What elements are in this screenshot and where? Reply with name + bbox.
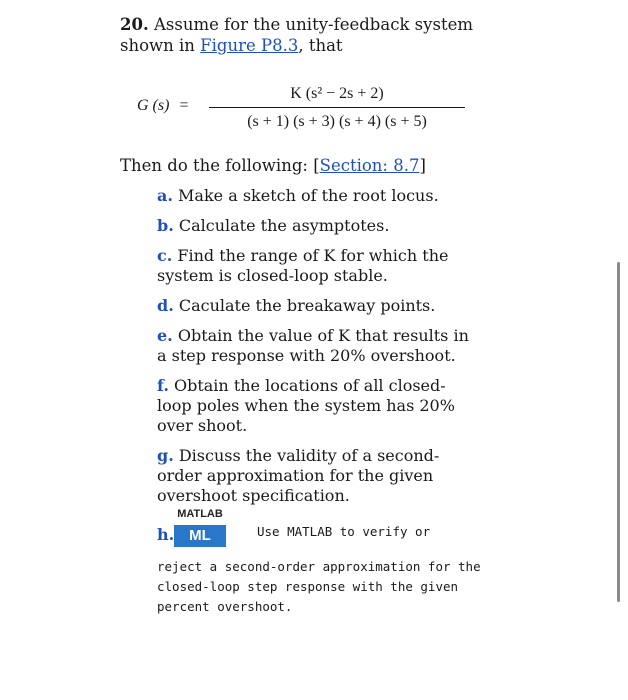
problem-intro-tail: , that xyxy=(298,36,343,55)
list-item xyxy=(157,216,477,236)
list-item xyxy=(157,186,477,206)
list-item xyxy=(157,446,477,506)
fraction-bar xyxy=(209,107,465,108)
matlab-item-text: reject a second-order approximation for the closed-loop step response with the given percent overshoot. xyxy=(157,559,481,614)
equation-lhs-label: G (s) xyxy=(137,97,170,114)
item-text: Caculate the breakaway points. xyxy=(173,296,436,315)
item-label: d. xyxy=(157,296,174,315)
item-label: g. xyxy=(157,446,174,465)
item-label: h. xyxy=(157,525,175,544)
transfer-function-equation xyxy=(137,82,467,138)
problem-intro-text: Assume for the unity-feedback system shown in xyxy=(120,15,473,55)
list-item xyxy=(157,296,477,316)
item-text: Calculate the asymptotes. xyxy=(173,216,390,235)
instructions-line xyxy=(120,156,426,175)
item-label: b. xyxy=(157,216,174,235)
problem-intro xyxy=(120,14,480,56)
equation-numerator: K (s² − 2s + 2) xyxy=(290,85,384,102)
item-text: Obtain the value of K that results in a step response with 20% overshoot. xyxy=(157,326,469,365)
item-label: f. xyxy=(157,376,169,395)
equals-sign: = xyxy=(179,97,189,114)
ml-badge-icon: ML xyxy=(174,525,226,547)
list-item xyxy=(157,376,477,436)
item-label: e. xyxy=(157,326,173,345)
vertical-scrollbar[interactable] xyxy=(617,262,620,602)
item-text: Find the range of K for which the system is closed-loop stable. xyxy=(157,246,449,285)
matlab-badge-title: MATLAB xyxy=(177,508,223,520)
problem-number: 20. xyxy=(120,15,149,34)
list-item xyxy=(157,326,477,366)
sub-question-list xyxy=(157,186,477,516)
item-label: c. xyxy=(157,246,173,265)
matlab-item-text-first: Use MATLAB to verify or xyxy=(257,524,431,539)
item-text: Make a sketch of the root locus. xyxy=(172,186,439,205)
item-text: Obtain the locations of all closed-loop poles when the system has 20% over shoot. xyxy=(157,376,455,435)
problem-header xyxy=(120,14,480,56)
equation-lhs xyxy=(137,97,188,115)
list-item xyxy=(157,246,477,286)
equation-fraction xyxy=(209,82,465,134)
matlab-badge xyxy=(174,507,226,547)
section-link[interactable]: Section: 8.7 xyxy=(319,156,420,175)
equation-denominator: (s + 1) (s + 3) (s + 4) (s + 5) xyxy=(247,113,427,130)
figure-link[interactable]: Figure P8.3 xyxy=(200,36,299,55)
item-text: Discuss the validity of a second-order approximation for the given overshoot specification. xyxy=(157,446,440,505)
instructions-text: Then do the following: [ xyxy=(120,156,320,175)
item-label: a. xyxy=(157,186,173,205)
instructions-close: ] xyxy=(419,156,426,175)
